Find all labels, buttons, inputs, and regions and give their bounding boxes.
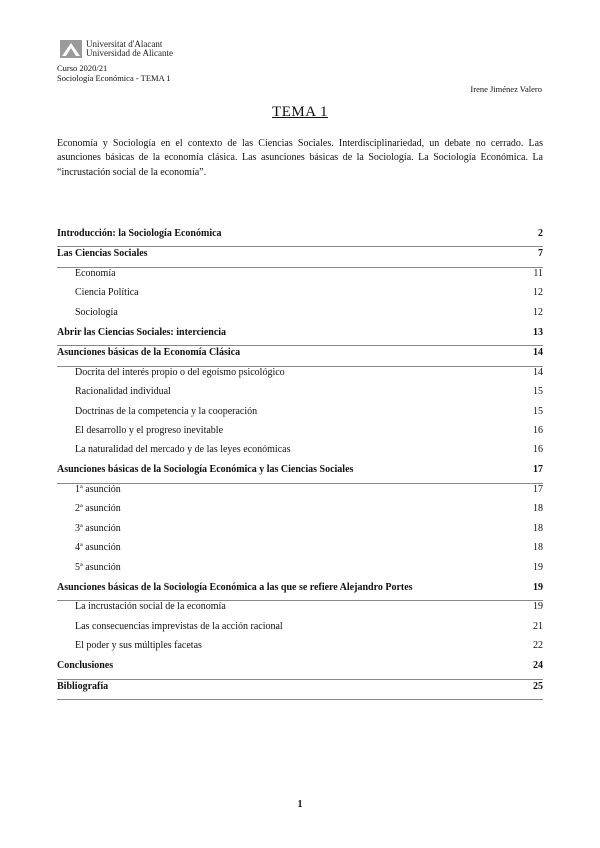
toc-subsection-entry[interactable] (57, 503, 543, 522)
toc-subsection-entry[interactable] (57, 287, 543, 306)
table-of-contents (57, 227, 543, 700)
toc-subsection-entry[interactable] (57, 484, 543, 503)
toc-entry-label: La naturalidad del mercado y de las leyes económicas (75, 444, 291, 456)
toc-entry-label: 1ª asunción (75, 484, 121, 496)
toc-entry-label: Asunciones básicas de la Economía Clásica (57, 347, 241, 359)
toc-entry-page: 16 (533, 424, 543, 436)
toc-entry-label: 4ª asunción (75, 542, 121, 554)
toc-entry-page: 15 (533, 405, 543, 417)
page-number: 1 (297, 799, 303, 810)
toc-subsection-entry[interactable] (57, 621, 543, 640)
toc-subsection-entry[interactable] (57, 601, 543, 620)
toc-entry-label: Racionalidad individual (75, 386, 171, 398)
toc-subsection-entry[interactable] (57, 425, 543, 444)
document-title: TEMA 1 (272, 104, 328, 120)
toc-section-entry[interactable] (57, 228, 543, 248)
toc-entry-label: Asunciones básicas de la Sociología Económica a las que se refiere Alejandro Portes (57, 581, 413, 593)
toc-entry-label: 5ª asunción (75, 561, 121, 573)
toc-entry-label: Ciencia Política (75, 287, 139, 299)
toc-entry-label: Asunciones básicas de la Sociología Económica y las Ciencias Sociales (57, 464, 354, 476)
toc-entry-label: Sociología (75, 306, 118, 318)
toc-entry-page: 14 (533, 347, 543, 359)
toc-entry-page: 21 (533, 620, 543, 632)
toc-entry-label: Las Ciencias Sociales (57, 248, 148, 260)
toc-entry-page: 18 (533, 522, 543, 534)
logo-line-2: Universidad de Alicante (86, 48, 173, 58)
toc-section-entry[interactable] (57, 327, 543, 347)
author-name: Irene Jiménez Valero (470, 84, 542, 94)
toc-section-entry[interactable] (57, 681, 543, 701)
toc-entry-label: 3ª asunción (75, 522, 121, 534)
toc-entry-page: 13 (533, 326, 543, 338)
toc-entry-page: 18 (533, 503, 543, 515)
toc-entry-label: El desarrollo y el progreso inevitable (75, 424, 224, 436)
toc-entry-label: El poder y sus múltiples facetas (75, 640, 202, 652)
toc-entry-label: Doctrinas de la competencia y la cooperación (75, 405, 258, 417)
course-info (57, 63, 171, 83)
toc-entry-page: 12 (533, 306, 543, 318)
toc-entry-page: 11 (533, 267, 543, 279)
toc-section-entry[interactable] (57, 464, 543, 484)
toc-subsection-entry[interactable] (57, 523, 543, 542)
toc-entry-page: 19 (533, 601, 543, 613)
toc-entry-label: Introducción: la Sociología Económica (57, 227, 222, 239)
toc-entry-label: Docrita del interés propio o del egoísmo psicológico (75, 366, 285, 378)
toc-section-entry[interactable] (57, 660, 543, 680)
toc-subsection-entry[interactable] (57, 367, 543, 386)
toc-subsection-entry[interactable] (57, 640, 543, 659)
toc-subsection-entry[interactable] (57, 307, 543, 326)
toc-subsection-entry[interactable] (57, 268, 543, 287)
toc-entry-page: 18 (533, 542, 543, 554)
course-subject: Sociología Económica - TEMA 1 (57, 73, 171, 83)
toc-entry-label: Las consecuencias imprevistas de la acción racional (75, 620, 283, 632)
toc-entry-page: 15 (533, 386, 543, 398)
toc-subsection-entry[interactable] (57, 444, 543, 463)
toc-subsection-entry[interactable] (57, 542, 543, 561)
toc-subsection-entry[interactable] (57, 386, 543, 405)
toc-section-entry[interactable] (57, 582, 543, 602)
toc-entry-page: 19 (533, 561, 543, 573)
toc-subsection-entry[interactable] (57, 562, 543, 581)
toc-entry-label: Economía (75, 267, 116, 279)
toc-entry-page: 12 (533, 287, 543, 299)
logo-line-1: Universitat d'Alacant (86, 39, 163, 49)
toc-entry-label: Bibliografía (57, 680, 109, 692)
toc-entry-page: 16 (533, 444, 543, 456)
toc-entry-page: 19 (533, 581, 543, 593)
course-year: Curso 2020/21 (57, 63, 108, 73)
toc-entry-label: Conclusiones (57, 660, 114, 672)
toc-entry-page: 17 (533, 464, 543, 476)
toc-subsection-entry[interactable] (57, 406, 543, 425)
abstract-paragraph: Economía y Sociología en el contexto de las Ciencias Sociales. Interdisciplinariedad, un debate no cerrado. Las asunciones básicas de la economía clásica. Las asunciones básicas de la Sociología. La Sociología Económica. La “incrustación social de la economía”. (57, 138, 543, 178)
toc-entry-label: Abrir las Ciencias Sociales: interciencia (57, 326, 227, 338)
university-logo (60, 40, 173, 58)
toc-section-entry[interactable] (57, 248, 543, 268)
university-logo-icon (60, 40, 82, 58)
toc-entry-page: 14 (533, 366, 543, 378)
toc-entry-page: 24 (533, 660, 543, 672)
toc-entry-page: 17 (533, 484, 543, 496)
toc-entry-page: 7 (538, 248, 543, 260)
toc-entry-label: 2ª asunción (75, 503, 121, 515)
toc-section-entry[interactable] (57, 347, 543, 367)
toc-entry-page: 2 (538, 227, 543, 239)
toc-entry-page: 22 (533, 640, 543, 652)
toc-entry-page: 25 (533, 680, 543, 692)
toc-entry-label: La incrustación social de la economía (75, 601, 226, 613)
